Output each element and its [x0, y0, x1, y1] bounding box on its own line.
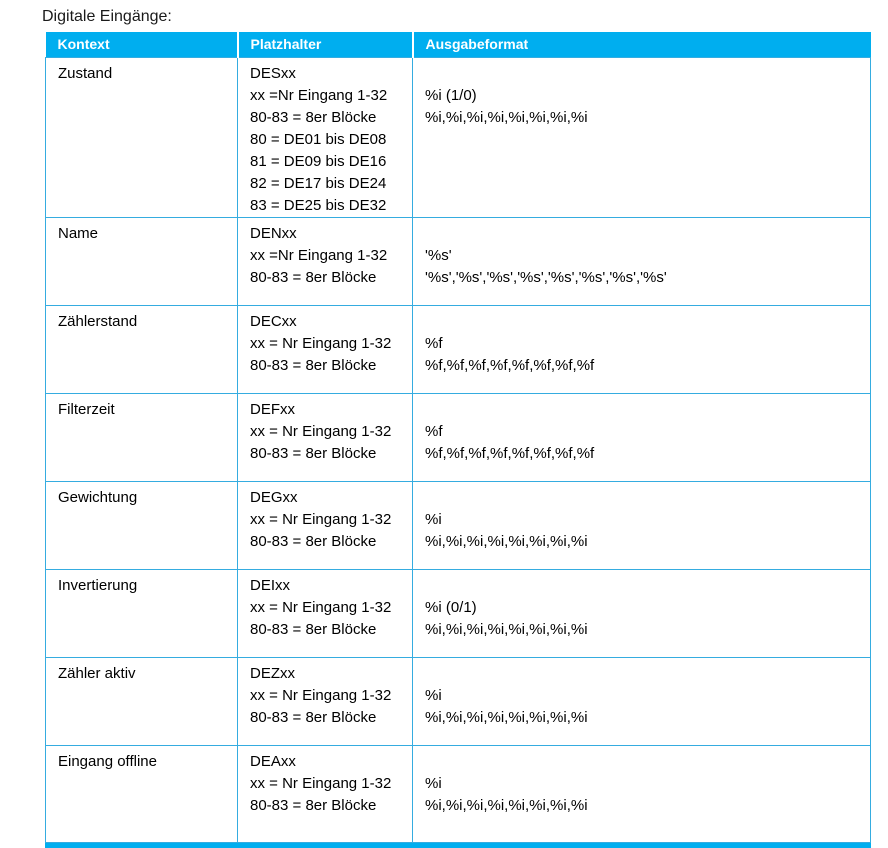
- table-body: [46, 57, 871, 842]
- ausgabeformat-line: %i,%i,%i,%i,%i,%i,%i,%i: [425, 108, 588, 126]
- digital-inputs-table: [45, 32, 871, 848]
- kontext-cell: [46, 481, 238, 569]
- ausgabeformat-cell: [413, 393, 871, 481]
- ausgabeformat-line: '%s': [425, 246, 452, 264]
- ausgabeformat-cell: [413, 217, 871, 305]
- kontext-cell: [46, 57, 238, 217]
- kontext-cell: [46, 217, 238, 305]
- ausgabeformat-line: %f,%f,%f,%f,%f,%f,%f,%f: [425, 444, 595, 462]
- platzhalter-line: xx = Nr Eingang 1-32: [250, 422, 392, 440]
- platzhalter-line: xx = Nr Eingang 1-32: [250, 510, 392, 528]
- ausgabeformat-line: %i: [425, 510, 442, 528]
- ausgabeformat-line: %i,%i,%i,%i,%i,%i,%i,%i: [425, 532, 588, 550]
- platzhalter-cell: [238, 745, 413, 842]
- platzhalter-line: DEAxx: [250, 752, 296, 770]
- ausgabeformat-line: %f,%f,%f,%f,%f,%f,%f,%f: [425, 356, 595, 374]
- ausgabeformat-line: %i (1/0): [425, 86, 477, 104]
- ausgabeformat-line: %i (0/1): [425, 598, 477, 616]
- platzhalter-line: 80-83 = 8er Blöcke: [250, 620, 377, 638]
- ausgabeformat-spacer: [425, 63, 860, 85]
- page-title: Digitale Eingänge:: [42, 8, 172, 25]
- ausgabeformat-cell: [413, 745, 871, 842]
- platzhalter-line: xx = Nr Eingang 1-32: [250, 686, 392, 704]
- platzhalter-line: 80-83 = 8er Blöcke: [250, 356, 377, 374]
- platzhalter-line: 80-83 = 8er Blöcke: [250, 532, 377, 550]
- table-footer-bar: [46, 842, 871, 848]
- platzhalter-cell: [238, 657, 413, 745]
- platzhalter-line: DEIxx: [250, 576, 291, 594]
- ausgabeformat-cell: [413, 657, 871, 745]
- ausgabeformat-spacer: [425, 311, 860, 333]
- table-row: [46, 305, 871, 393]
- ausgabeformat-cell: [413, 481, 871, 569]
- ausgabeformat-spacer: [425, 487, 860, 509]
- table-row: [46, 657, 871, 745]
- platzhalter-line: DEZxx: [250, 664, 295, 682]
- table-row: [46, 745, 871, 842]
- platzhalter-line: 80-83 = 8er Blöcke: [250, 444, 377, 462]
- platzhalter-line: DENxx: [250, 224, 297, 242]
- table-row: [46, 569, 871, 657]
- table-row: [46, 217, 871, 305]
- platzhalter-line: 80 = DE01 bis DE08: [250, 130, 387, 148]
- ausgabeformat-line: %f: [425, 422, 443, 440]
- platzhalter-line: xx = Nr Eingang 1-32: [250, 334, 392, 352]
- platzhalter-line: DECxx: [250, 312, 297, 330]
- kontext-label: Invertierung: [58, 576, 138, 594]
- platzhalter-cell: [238, 217, 413, 305]
- platzhalter-line: xx =Nr Eingang 1-32: [250, 86, 388, 104]
- platzhalter-cell: [238, 393, 413, 481]
- ausgabeformat-cell: [413, 305, 871, 393]
- kontext-cell: [46, 745, 238, 842]
- platzhalter-cell: [238, 305, 413, 393]
- platzhalter-line: 80-83 = 8er Blöcke: [250, 268, 377, 286]
- table-header: [46, 32, 871, 57]
- ausgabeformat-spacer: [425, 575, 860, 597]
- kontext-label: Zustand: [58, 64, 113, 82]
- table-header-row: [46, 32, 871, 57]
- kontext-cell: [46, 657, 238, 745]
- platzhalter-line: xx = Nr Eingang 1-32: [250, 774, 392, 792]
- ausgabeformat-line: %f: [425, 334, 443, 352]
- kontext-label: Eingang offline: [58, 752, 157, 770]
- ausgabeformat-spacer: [425, 751, 860, 773]
- kontext-label: Zähler aktiv: [58, 664, 136, 682]
- platzhalter-line: 80-83 = 8er Blöcke: [250, 796, 377, 814]
- platzhalter-cell: [238, 57, 413, 217]
- platzhalter-line: xx = Nr Eingang 1-32: [250, 598, 392, 616]
- kontext-label: Name: [58, 224, 99, 242]
- ausgabeformat-cell: [413, 57, 871, 217]
- platzhalter-line: 83 = DE25 bis DE32: [250, 196, 387, 214]
- platzhalter-cell: [238, 481, 413, 569]
- platzhalter-line: DESxx: [250, 64, 296, 82]
- kontext-label: Zählerstand: [58, 312, 138, 330]
- kontext-cell: [46, 569, 238, 657]
- platzhalter-line: 81 = DE09 bis DE16: [250, 152, 387, 170]
- table-footer: [46, 842, 871, 848]
- document-page: [0, 8, 888, 848]
- platzhalter-line: 82 = DE17 bis DE24: [250, 174, 387, 192]
- kontext-label: Filterzeit: [58, 400, 115, 418]
- ausgabeformat-cell: [413, 569, 871, 657]
- column-header-1: Platzhalter: [238, 32, 413, 57]
- column-header-2: Ausgabeformat: [413, 32, 871, 57]
- kontext-label: Gewichtung: [58, 488, 138, 506]
- ausgabeformat-spacer: [425, 663, 860, 685]
- platzhalter-line: DEFxx: [250, 400, 295, 418]
- table-row: [46, 57, 871, 217]
- ausgabeformat-spacer: [425, 399, 860, 421]
- ausgabeformat-line: %i,%i,%i,%i,%i,%i,%i,%i: [425, 796, 588, 814]
- table-row: [46, 481, 871, 569]
- platzhalter-cell: [238, 569, 413, 657]
- ausgabeformat-line: %i,%i,%i,%i,%i,%i,%i,%i: [425, 620, 588, 638]
- table-row: [46, 393, 871, 481]
- kontext-cell: [46, 393, 238, 481]
- platzhalter-line: DEGxx: [250, 488, 298, 506]
- table-footer-row: [46, 842, 871, 848]
- kontext-cell: [46, 305, 238, 393]
- platzhalter-line: 80-83 = 8er Blöcke: [250, 108, 377, 126]
- platzhalter-line: xx =Nr Eingang 1-32: [250, 246, 388, 264]
- ausgabeformat-spacer: [425, 223, 860, 245]
- ausgabeformat-line: '%s','%s','%s','%s','%s','%s','%s','%s': [425, 268, 667, 286]
- ausgabeformat-line: %i: [425, 774, 442, 792]
- column-header-0: Kontext: [46, 32, 238, 57]
- ausgabeformat-line: %i,%i,%i,%i,%i,%i,%i,%i: [425, 708, 588, 726]
- ausgabeformat-line: %i: [425, 686, 442, 704]
- platzhalter-line: 80-83 = 8er Blöcke: [250, 708, 377, 726]
